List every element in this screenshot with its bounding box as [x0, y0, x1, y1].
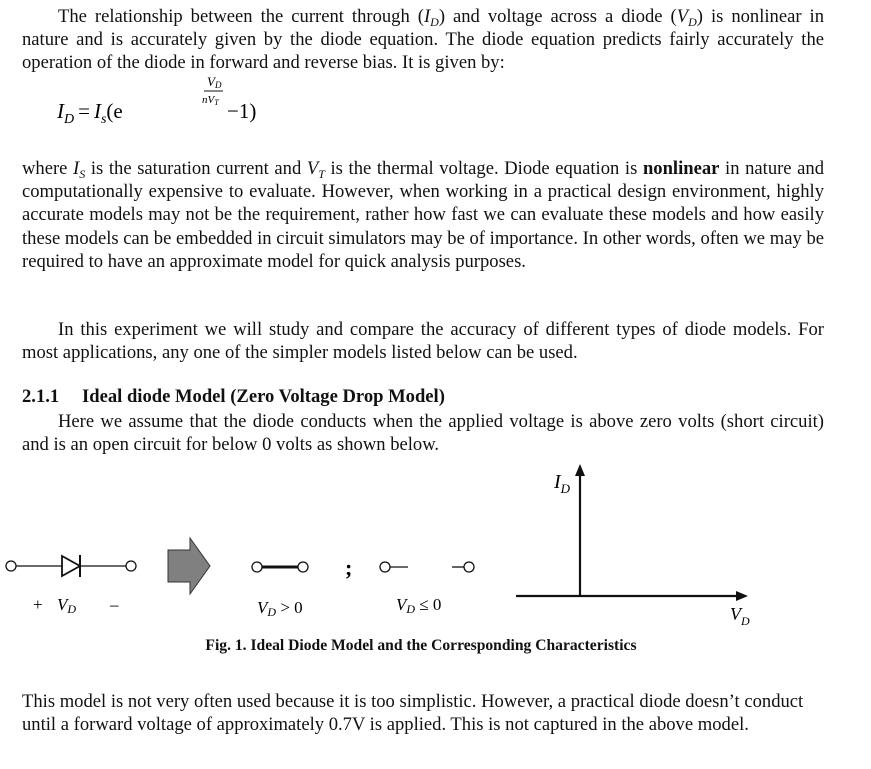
y-axis-arrow-icon — [575, 464, 585, 476]
section-heading — [22, 386, 445, 408]
intro-paragraph — [22, 5, 824, 75]
vd-terminal-label: VD — [57, 595, 77, 616]
x-axis-label: $V_D$ — [730, 604, 750, 628]
section-number: 2.1.1 — [22, 386, 60, 407]
implies-arrow-icon — [168, 538, 210, 594]
iv-characteristic-plot — [516, 464, 748, 601]
separator-semicolon: ; — [345, 555, 353, 580]
vd-symbol: $V_D$ — [676, 6, 697, 29]
exp-numerator: VD — [207, 76, 222, 90]
condition-off-label: VD ≤ 0 — [396, 595, 442, 616]
section-body: Here we assume that the diode conducts when the applied voltage is above zero volts (short circuit) and is an open circuit for below 0 volts as shown below. — [22, 411, 824, 456]
equation-tail: −1) — [227, 99, 257, 123]
conclusion-paragraph: This model is not very often used because it is too simplistic. However, a practical diode doesn’t conduct until a forward voltage of approximately 0.7V is applied. This is not captured in the above model. — [22, 691, 804, 736]
y-axis-label: $I_D$ — [554, 471, 571, 496]
x-axis-arrow-icon — [736, 591, 748, 601]
ideal-diode-figure — [0, 460, 871, 640]
condition-on-label: VD > 0 — [257, 598, 303, 619]
is-symbol: $I_S$ — [73, 158, 86, 181]
minus-terminal-label: – — [110, 595, 119, 614]
figure-caption: Fig. 1. Ideal Diode Model and the Corresponding Characteristics — [205, 637, 637, 654]
diode-equation — [57, 76, 297, 136]
nonlinear-emphasis: nonlinear — [642, 158, 720, 179]
experiment-paragraph: In this experiment we will study and compare the accuracy of different types of diode models. For most applications, any one of the simpler models listed below can be used. — [22, 319, 824, 364]
short-circuit-symbol — [252, 562, 308, 572]
open-circuit-symbol — [380, 562, 474, 572]
definitions-paragraph: where $I_S$ is the saturation current and $V_T$ is the thermal voltage. Diode equation is nonlinear in nature and computationally expensive to evaluate. However, when working in a practical design environment, highly accurate models may not be the requirement, rather how fast we can evaluate these models and how easily these models can be embedded in circuit simulators may be of importance. In other words, often we may be required to have an approximate model for quick analysis purposes. — [22, 158, 825, 272]
vt-symbol: $V_T$ — [306, 158, 325, 181]
section-title: Ideal diode Model (Zero Voltage Drop Model) — [82, 386, 445, 407]
exp-denominator: nVT — [202, 94, 219, 107]
plus-terminal-label: + — [33, 595, 43, 614]
diode-symbol — [6, 555, 136, 577]
intro-text-3: ) is nonlinear in nature and is accurately given by the diode equation. The diode equation predicts fairly accurately the operation of the diode in forward and reverse bias. It is given by: — [22, 6, 824, 74]
id-symbol: $I_D$ — [423, 6, 439, 29]
intro-text-1: The relationship between the current through ( — [58, 6, 424, 27]
intro-text-2: ) and voltage across a diode ( — [438, 6, 677, 27]
equation-main: $I_D = I_s(e$ — [57, 99, 123, 127]
